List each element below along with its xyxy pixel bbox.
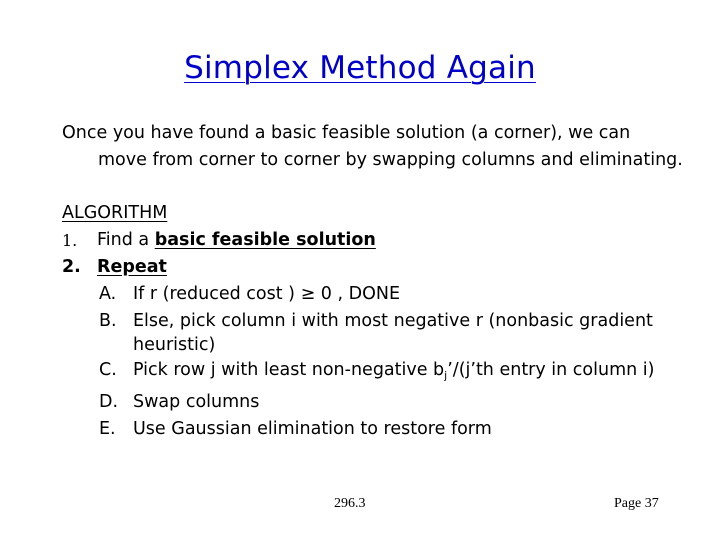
- intro-line-1: Once you have found a basic feasible solution (a corner), we can: [62, 123, 631, 143]
- substep-e-text: Use Gaussian elimination to restore form: [133, 419, 492, 439]
- substep-d-text: Swap columns: [133, 392, 260, 412]
- substep-c-letter: C.: [99, 360, 117, 380]
- substep-b: [62, 308, 702, 335]
- substep-a-letter: A.: [99, 284, 117, 304]
- step-1: [62, 227, 702, 254]
- substep-e: [62, 416, 702, 443]
- substep-d-letter: D.: [99, 392, 119, 412]
- substep-c-text: [133, 360, 654, 380]
- step-1-prefix: Find a: [97, 230, 155, 250]
- slide-title: Simplex Method Again: [184, 50, 536, 86]
- footer-page-number: Page 37: [614, 496, 659, 511]
- substep-d: [62, 389, 702, 416]
- substep-c: [62, 357, 702, 389]
- algorithm-section: [62, 200, 702, 443]
- substep-a: [62, 281, 702, 308]
- step-2: [62, 254, 702, 281]
- intro-paragraph: [62, 120, 702, 174]
- substep-b-continuation: [62, 333, 702, 357]
- step-1-emphasis: basic feasible solution: [154, 230, 376, 250]
- substep-c-subscript: j: [444, 369, 448, 382]
- intro-line-2: move from corner to corner by swapping columns and eliminating.: [98, 150, 683, 170]
- footer-course-number: 296.3: [334, 496, 366, 511]
- substep-c-post: ’/(j’th entry in column i): [447, 360, 655, 380]
- substep-c-pre: Pick row j with least non-negative b: [133, 360, 445, 380]
- algorithm-heading: ALGORITHM: [62, 203, 168, 223]
- step-2-emphasis: Repeat: [97, 257, 167, 277]
- substep-b-text: Else, pick column i with most negative r (nonbasic gradient: [133, 311, 653, 331]
- step-2-number: 2.: [62, 257, 81, 277]
- step-1-number: 1.: [62, 231, 78, 250]
- substep-e-letter: E.: [99, 419, 116, 439]
- step-1-text: [62, 230, 376, 250]
- substep-b-letter: B.: [99, 311, 117, 331]
- substep-b-cont-text: heuristic): [133, 335, 216, 355]
- substep-a-text: If r (reduced cost ) ≥ 0 , DONE: [133, 284, 401, 304]
